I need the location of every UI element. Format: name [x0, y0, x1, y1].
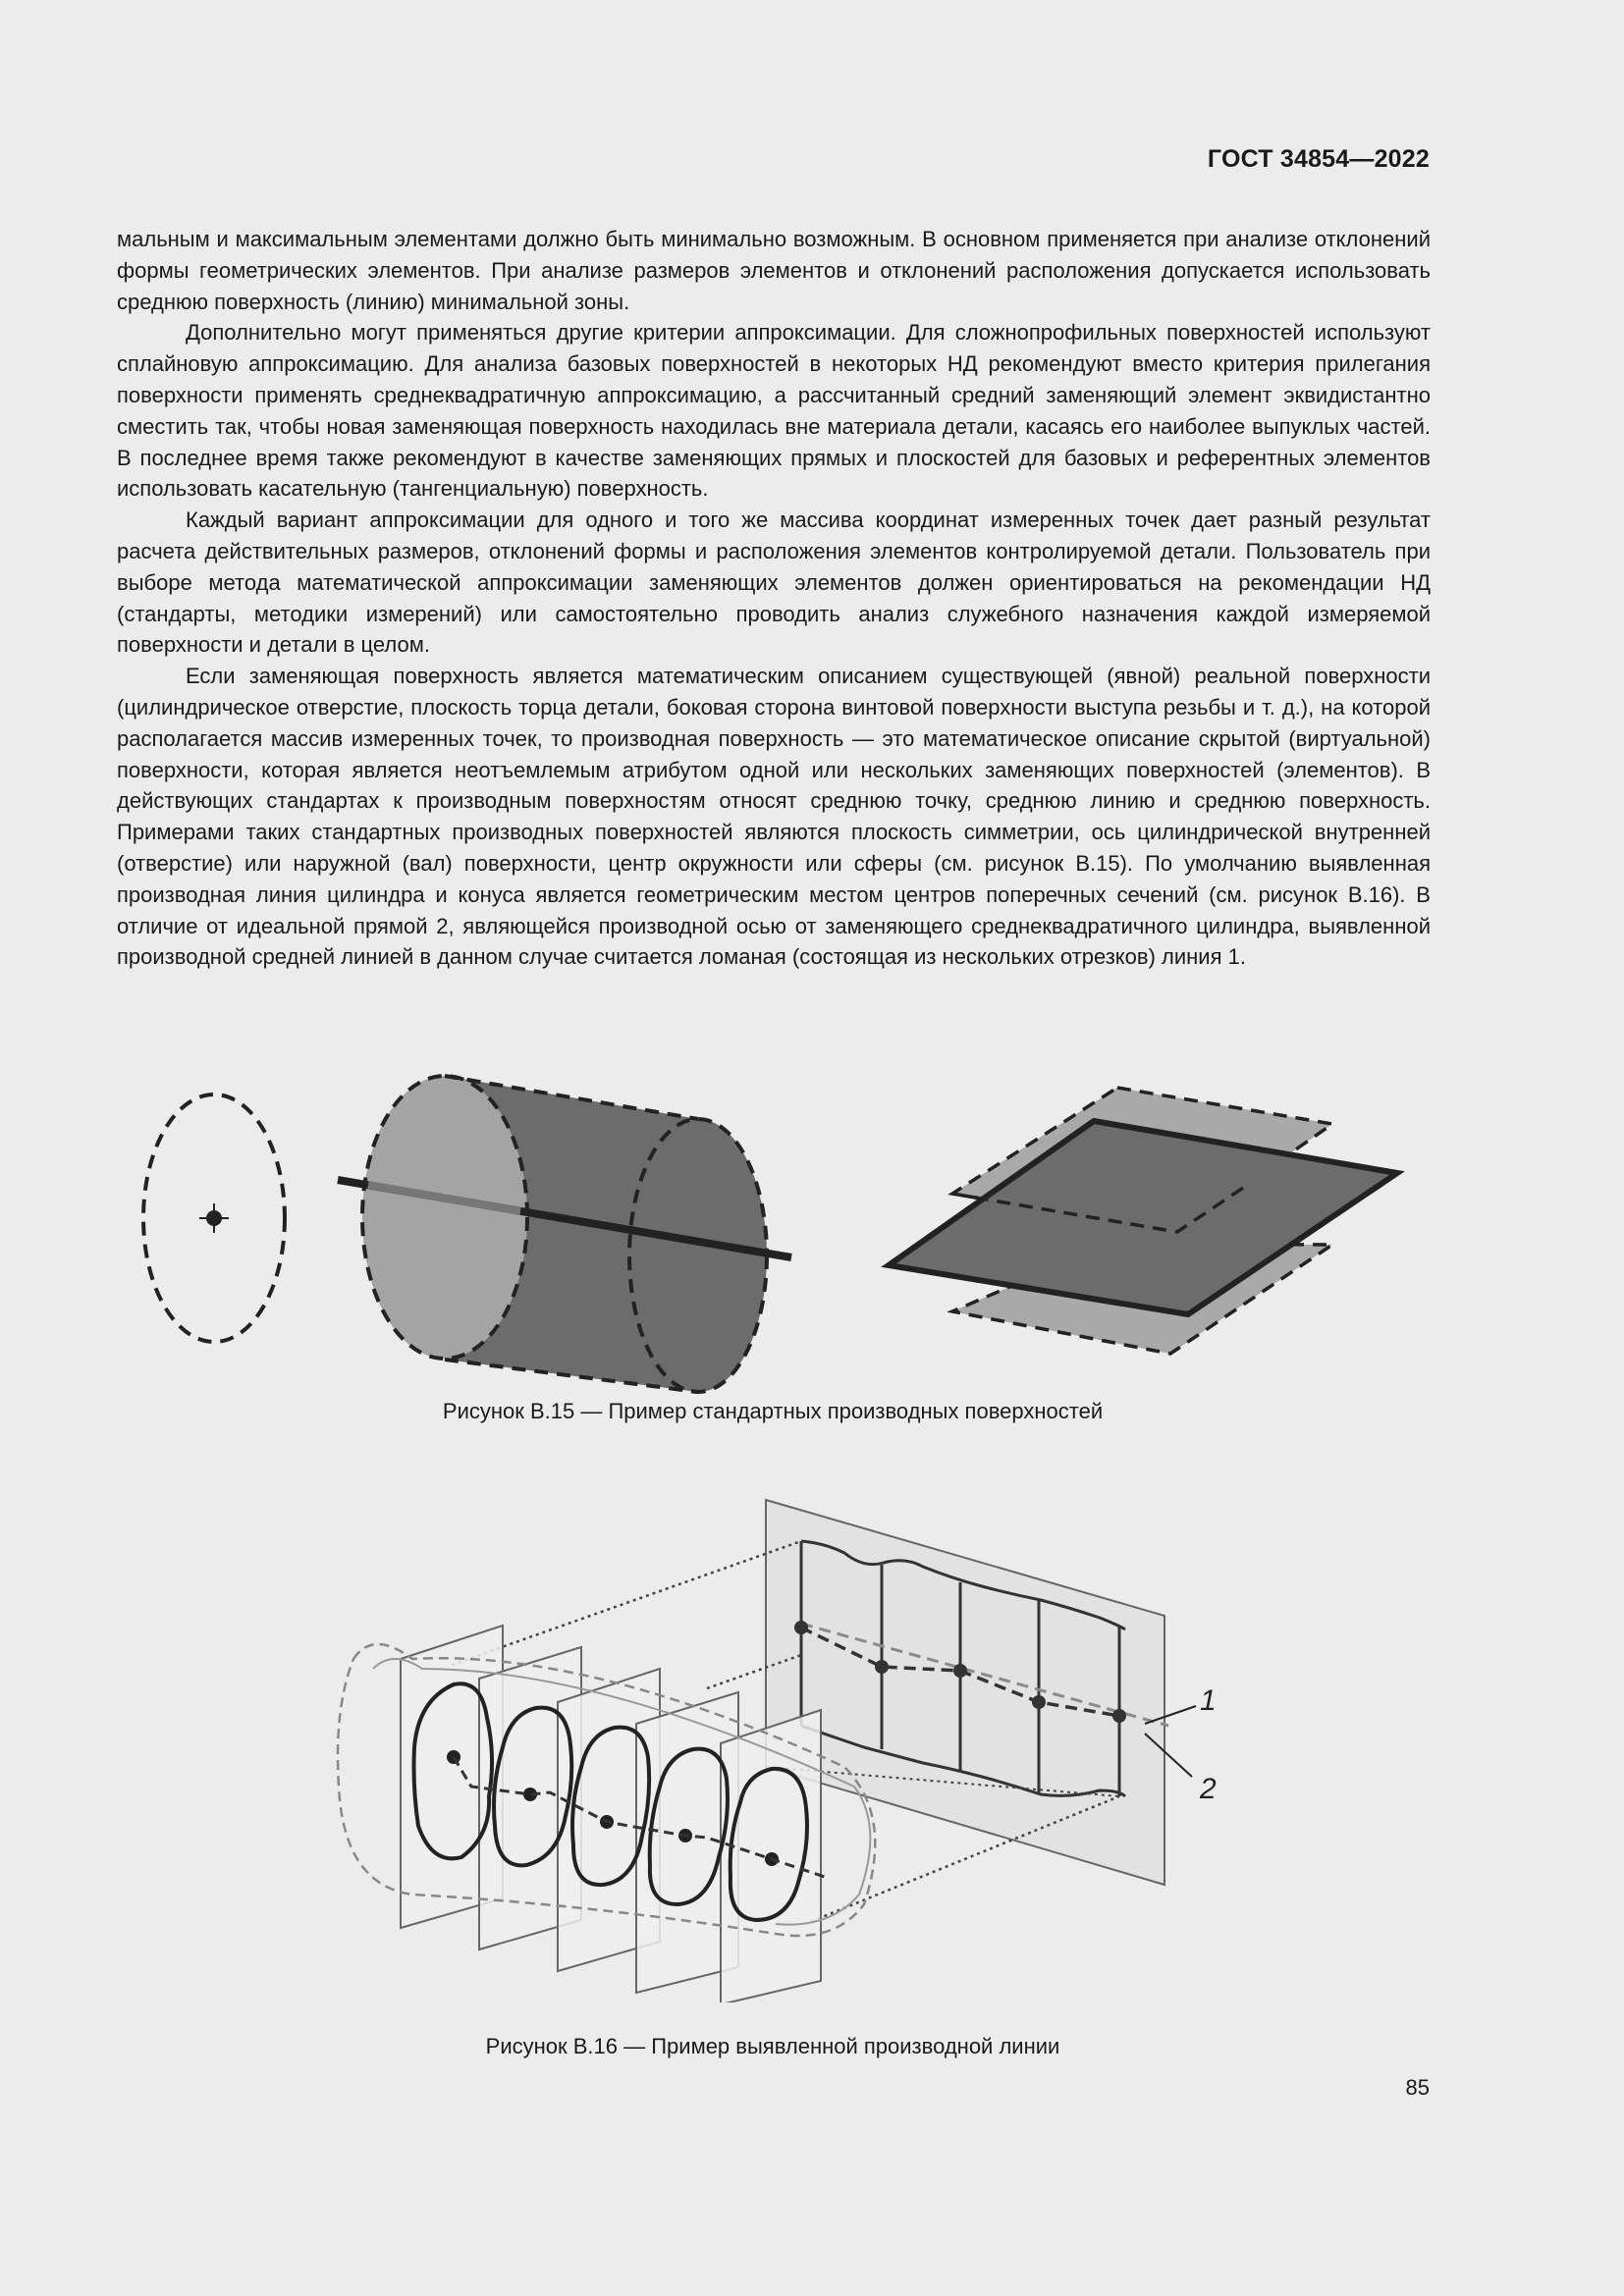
figure-b16-label-1: 1: [1200, 1684, 1217, 1717]
paragraph-3: Каждый вариант аппроксимации для одного и того же массива координат измеренных точек дает разный результат расчета действительных размеров, отклонений формы и расположения элементов контролируемой детали. Пользователь при выборе метода математической аппроксимации заменяющих элементов должен ориентироваться на рекомендации НД (стандарты, методики измерений) или самостоятельно проводить анализ служебного назначения каждой измеряемой поверхности и детали в целом.: [117, 507, 1431, 658]
figure-b16-illustration: [0, 1492, 1624, 2002]
paragraph-4: Если заменяющая поверхность является математическим описанием существующей (явной) реальной поверхности (цилиндрическое отверстие, плоскость торца детали, боковая сторона винтовой поверхности выступа резьбы и т. д.), на которой располагается массив измеренных точек, то производная поверхность — это математическое описание скрытой (виртуальной) поверхности, которая является неотъемлемым атрибутом одной или нескольких заменяющих поверхностей (элементов). В действующих стандартах к производным поверхностям относят среднюю точку, среднюю линию и среднюю поверхность. Примерами таких стандартных производных поверхностей являются плоскость симметрии, ось цилиндрической внутренней (отверстие) или наружной (вал) поверхности, центр окружности или сферы (см. рисунок В.15). По умолчанию выявленная производная линия цилиндра и конуса является геометрическим местом центров поперечных сечений (см. рисунок В.16). В отличие от идеальной прямой 2, являющейся производной осью от заменяющего среднеквадратичного цилиндра, выявленной производной средней линией в данном случае считается ломаная (состоящая из нескольких отрезков) линия 1.: [117, 664, 1431, 970]
paragraph-2: Дополнительно могут применяться другие критерии аппроксимации. Для сложнопрофильных поверхностей используют сплайновую аппроксимацию. Для анализа базовых поверхностей в некоторых НД рекомендуют вместо критерия прилегания поверхности применять среднеквадратичную аппроксимацию, а рассчитанный средний заменяющий элемент эквидистантно сместить так, чтобы новая заменяющая поверхность находилась вне материала детали, касаясь его наиболее выпуклых частей. В последнее время также рекомендуют в качестве заменяющих прямых и плоскостей для базовых и референтных элементов использовать касательную (тангенциальную) поверхность.: [117, 320, 1431, 502]
figure-b16-label-2: 2: [1200, 1773, 1217, 1805]
figure-b15-caption: Рисунок В.15 — Пример стандартных производных поверхностей: [442, 1399, 1104, 1423]
figure-b15: [0, 1065, 1624, 1399]
body-text: [117, 224, 1431, 973]
document-standard-number: ГОСТ 34854—2022: [1207, 145, 1430, 173]
figure-b16: [0, 1492, 1624, 2002]
paragraph-1: мальным и максимальным элементами должно быть минимально возможным. В основном применяется при анализе отклонений формы геометрических элементов. При анализе размеров элементов и отклонений расположения допускается использовать среднюю поверхность (линию) минимальной зоны.: [117, 227, 1431, 314]
figure-b16-caption: Рисунок В.16 — Пример выявленной производной линии: [485, 2034, 1060, 2058]
figure-b15-illustration: [0, 1065, 1624, 1399]
page-number: 85: [1405, 2075, 1430, 2100]
